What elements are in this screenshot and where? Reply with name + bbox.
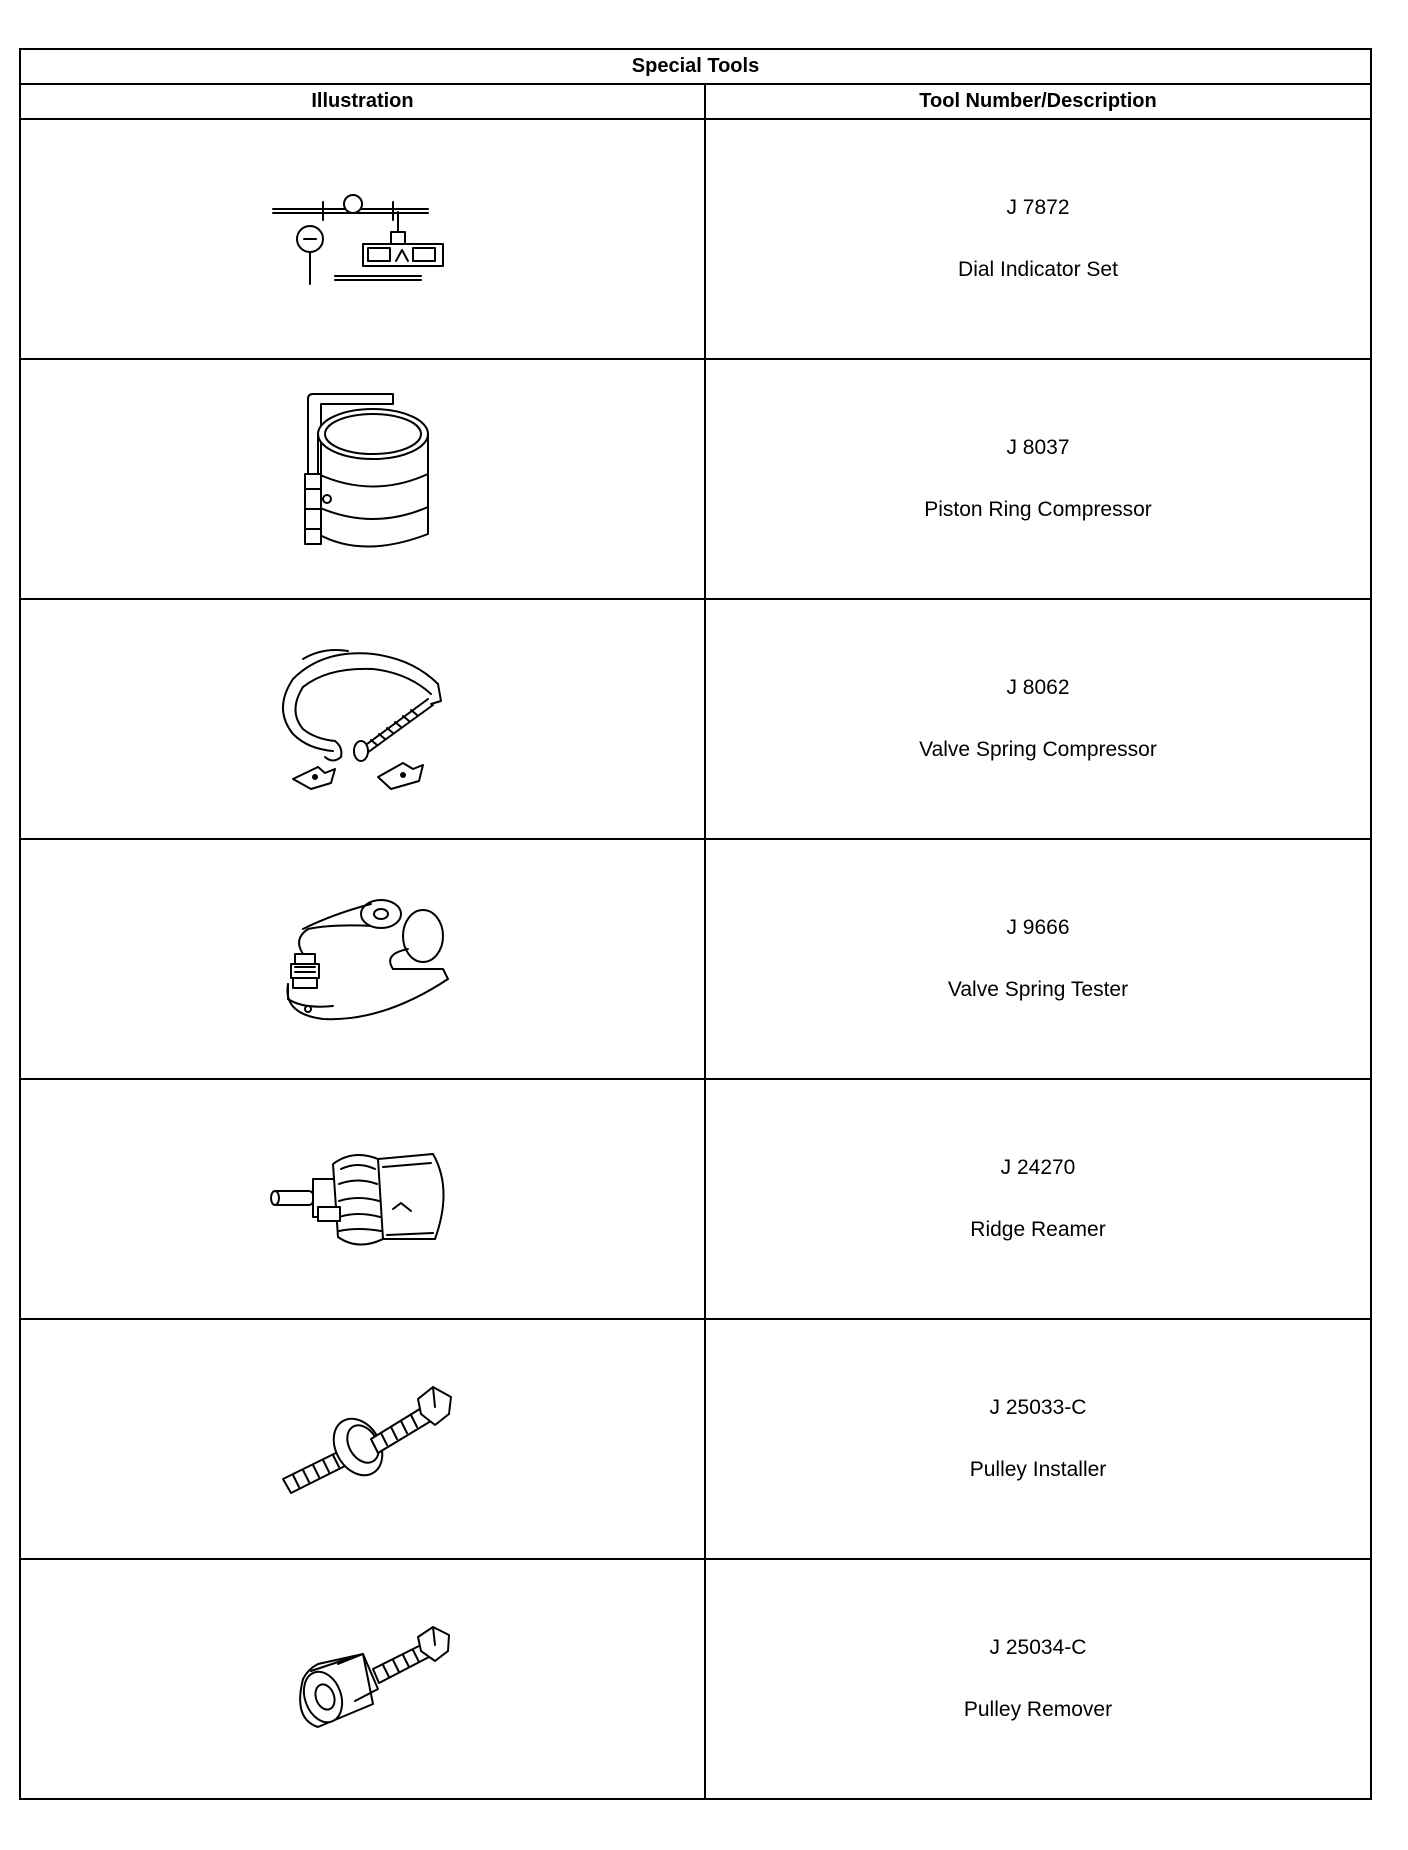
tool-number: J 25033-C xyxy=(989,1396,1087,1419)
special-tools-table xyxy=(19,48,1372,1800)
table-row xyxy=(20,599,1371,839)
illustration-cell xyxy=(20,1319,705,1559)
table-row xyxy=(20,1559,1371,1799)
table-row xyxy=(20,1319,1371,1559)
table-row xyxy=(20,1079,1371,1319)
valve-spring-compressor-icon xyxy=(263,639,463,799)
header-tool-number-description: Tool Number/Description xyxy=(705,84,1371,119)
tool-number: J 9666 xyxy=(1006,916,1070,939)
tool-description: Dial Indicator Set xyxy=(958,258,1118,281)
tool-number: J 24270 xyxy=(1000,1156,1076,1179)
description-cell xyxy=(705,119,1371,359)
tool-number: J 25034-C xyxy=(989,1636,1087,1659)
illustration-cell xyxy=(20,599,705,839)
table-row xyxy=(20,839,1371,1079)
tool-description: Pulley Remover xyxy=(963,1698,1113,1721)
header-illustration: Illustration xyxy=(20,84,705,119)
table-title-row xyxy=(20,49,1371,84)
tool-number: J 7872 xyxy=(1006,196,1070,219)
tool-description: Valve Spring Compressor xyxy=(919,738,1157,761)
pulley-installer-icon xyxy=(263,1369,463,1509)
description-cell xyxy=(705,1559,1371,1799)
description-cell xyxy=(705,1079,1371,1319)
description-cell xyxy=(705,1319,1371,1559)
illustration-cell xyxy=(20,1559,705,1799)
valve-spring-tester-icon xyxy=(263,884,463,1034)
pulley-remover-icon xyxy=(263,1609,463,1749)
table-row xyxy=(20,119,1371,359)
piston-ring-compressor-icon xyxy=(263,389,463,569)
illustration-cell xyxy=(20,119,705,359)
dial-indicator-set-icon xyxy=(263,184,463,294)
illustration-cell xyxy=(20,359,705,599)
tool-number: J 8037 xyxy=(1006,436,1070,459)
description-cell xyxy=(705,839,1371,1079)
description-cell xyxy=(705,599,1371,839)
table-header-row xyxy=(20,84,1371,119)
tool-number: J 8062 xyxy=(1006,676,1070,699)
table-title: Special Tools xyxy=(20,49,1371,84)
ridge-reamer-icon xyxy=(263,1139,463,1259)
illustration-cell xyxy=(20,839,705,1079)
table-row xyxy=(20,359,1371,599)
tool-description: Valve Spring Tester xyxy=(947,978,1129,1001)
tool-description: Pulley Installer xyxy=(969,1458,1107,1481)
tool-description: Piston Ring Compressor xyxy=(924,498,1152,521)
tool-description: Ridge Reamer xyxy=(970,1218,1106,1241)
illustration-cell xyxy=(20,1079,705,1319)
description-cell xyxy=(705,359,1371,599)
